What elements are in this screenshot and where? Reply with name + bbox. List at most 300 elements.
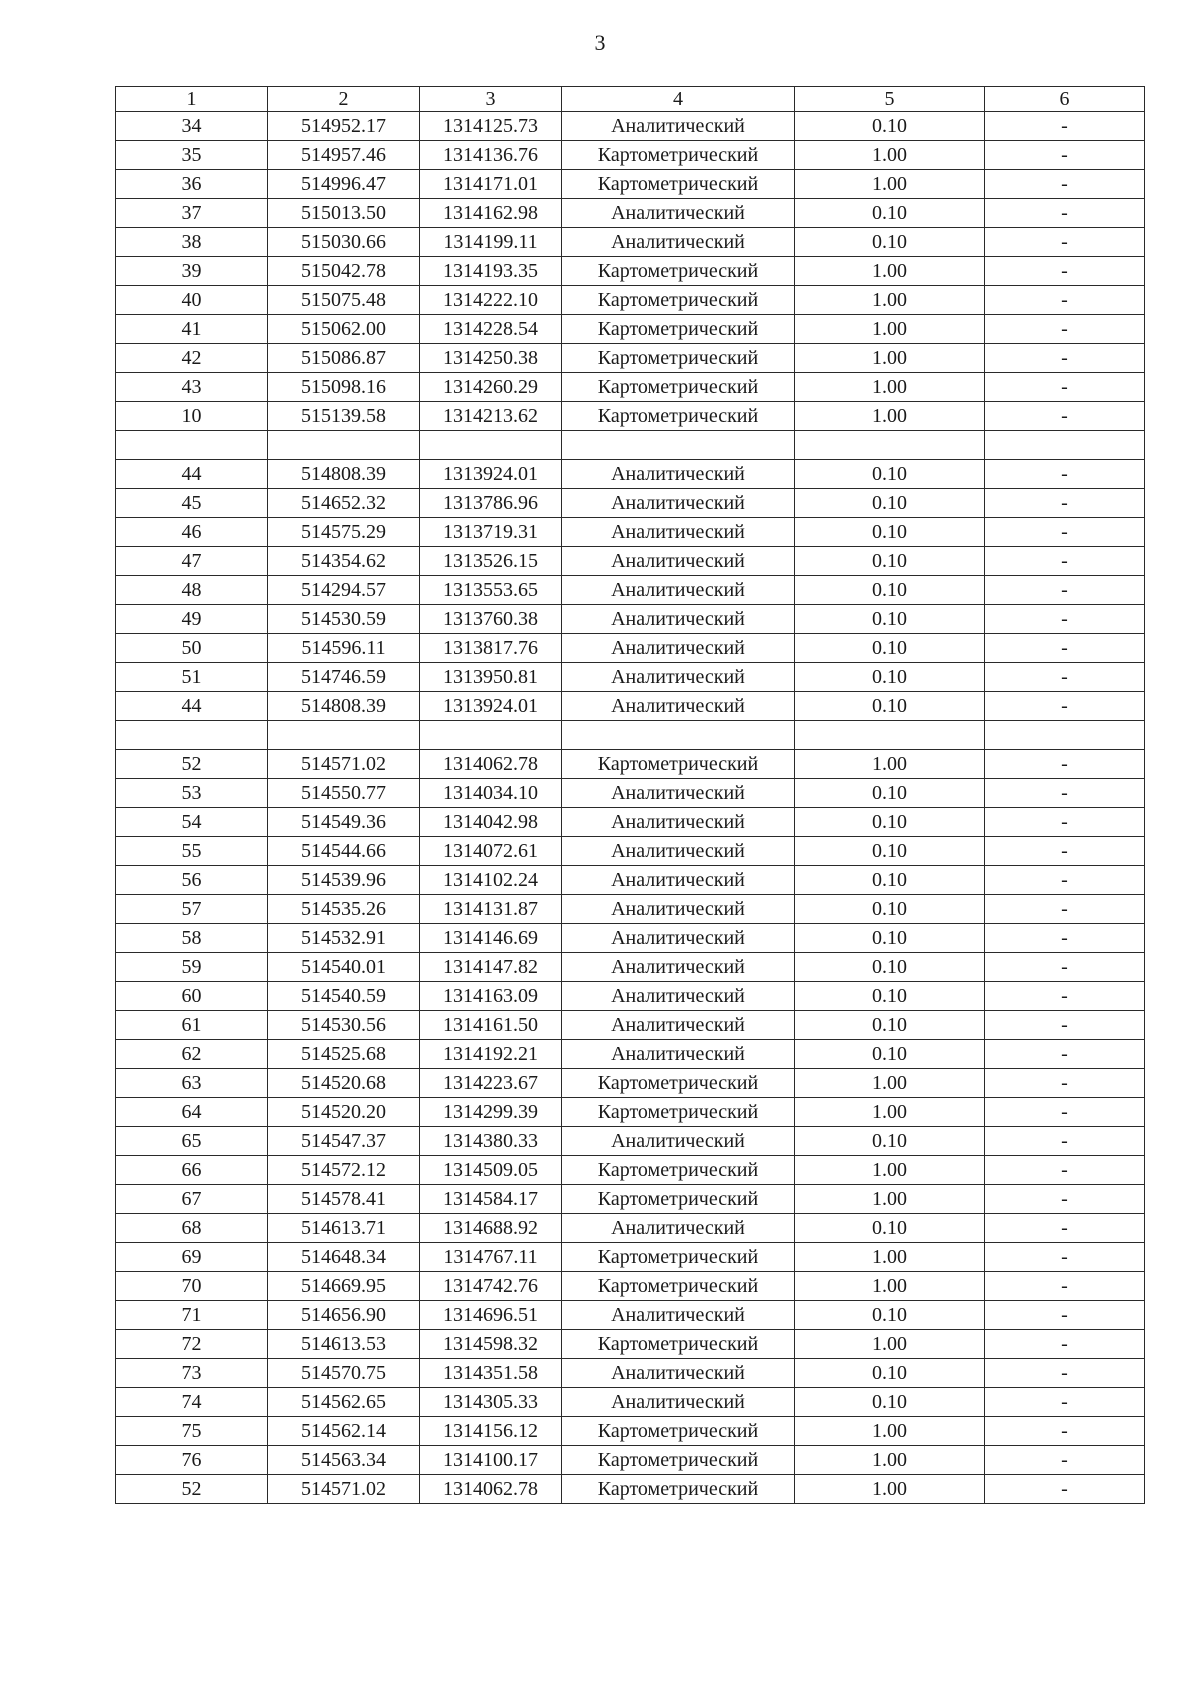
accuracy-cell: 1.00 xyxy=(795,1185,985,1214)
accuracy-cell xyxy=(795,721,985,750)
note-cell: - xyxy=(985,779,1145,808)
x-coordinate-cell: 514571.02 xyxy=(268,750,420,779)
note-cell: - xyxy=(985,1156,1145,1185)
accuracy-cell: 1.00 xyxy=(795,1272,985,1301)
x-coordinate-cell: 514571.02 xyxy=(268,1475,420,1504)
method-cell: Картометрический xyxy=(562,373,795,402)
note-cell: - xyxy=(985,518,1145,547)
note-cell: - xyxy=(985,663,1145,692)
method-cell: Аналитический xyxy=(562,808,795,837)
point-number-cell: 72 xyxy=(116,1330,268,1359)
y-coordinate-cell: 1314193.35 xyxy=(420,257,562,286)
note-cell: - xyxy=(985,1243,1145,1272)
table-body xyxy=(116,112,1145,1504)
table-row xyxy=(116,112,1145,141)
note-cell: - xyxy=(985,808,1145,837)
method-cell: Картометрический xyxy=(562,170,795,199)
x-coordinate-cell: 515139.58 xyxy=(268,402,420,431)
table-row xyxy=(116,953,1145,982)
y-coordinate-cell: 1314125.73 xyxy=(420,112,562,141)
accuracy-cell: 1.00 xyxy=(795,750,985,779)
point-number-cell: 52 xyxy=(116,750,268,779)
method-cell: Картометрический xyxy=(562,1330,795,1359)
x-coordinate-cell: 514808.39 xyxy=(268,460,420,489)
accuracy-cell: 0.10 xyxy=(795,982,985,1011)
y-coordinate-cell: 1314767.11 xyxy=(420,1243,562,1272)
point-number-cell: 63 xyxy=(116,1069,268,1098)
y-coordinate-cell: 1314147.82 xyxy=(420,953,562,982)
y-coordinate-cell: 1314192.21 xyxy=(420,1040,562,1069)
table-row xyxy=(116,1127,1145,1156)
y-coordinate-cell: 1314162.98 xyxy=(420,199,562,228)
table-row xyxy=(116,1243,1145,1272)
method-cell: Картометрический xyxy=(562,1272,795,1301)
method-cell: Аналитический xyxy=(562,895,795,924)
note-cell: - xyxy=(985,286,1145,315)
accuracy-cell: 0.10 xyxy=(795,228,985,257)
point-number-cell: 65 xyxy=(116,1127,268,1156)
column-header: 1 xyxy=(116,87,268,112)
method-cell: Аналитический xyxy=(562,112,795,141)
x-coordinate-cell: 515013.50 xyxy=(268,199,420,228)
point-number-cell: 60 xyxy=(116,982,268,1011)
column-header: 5 xyxy=(795,87,985,112)
column-header: 4 xyxy=(562,87,795,112)
note-cell: - xyxy=(985,1214,1145,1243)
y-coordinate-cell: 1314584.17 xyxy=(420,1185,562,1214)
method-cell: Аналитический xyxy=(562,576,795,605)
x-coordinate-cell: 515030.66 xyxy=(268,228,420,257)
table-row xyxy=(116,634,1145,663)
method-cell: Картометрический xyxy=(562,286,795,315)
point-number-cell: 76 xyxy=(116,1446,268,1475)
x-coordinate-cell: 514532.91 xyxy=(268,924,420,953)
note-cell: - xyxy=(985,953,1145,982)
method-cell: Аналитический xyxy=(562,460,795,489)
accuracy-cell: 0.10 xyxy=(795,1040,985,1069)
accuracy-cell: 0.10 xyxy=(795,924,985,953)
accuracy-cell: 1.00 xyxy=(795,402,985,431)
x-coordinate-cell: 515042.78 xyxy=(268,257,420,286)
accuracy-cell: 0.10 xyxy=(795,547,985,576)
y-coordinate-cell xyxy=(420,431,562,460)
x-coordinate-cell: 514530.56 xyxy=(268,1011,420,1040)
y-coordinate-cell: 1314161.50 xyxy=(420,1011,562,1040)
x-coordinate-cell: 514746.59 xyxy=(268,663,420,692)
accuracy-cell: 0.10 xyxy=(795,518,985,547)
method-cell: Картометрический xyxy=(562,141,795,170)
note-cell: - xyxy=(985,373,1145,402)
method-cell: Аналитический xyxy=(562,866,795,895)
y-coordinate-cell: 1314213.62 xyxy=(420,402,562,431)
note-cell: - xyxy=(985,634,1145,663)
point-number-cell: 45 xyxy=(116,489,268,518)
method-cell: Картометрический xyxy=(562,1417,795,1446)
note-cell: - xyxy=(985,895,1145,924)
y-coordinate-cell: 1313719.31 xyxy=(420,518,562,547)
point-number-cell: 34 xyxy=(116,112,268,141)
accuracy-cell: 1.00 xyxy=(795,1098,985,1127)
point-number-cell: 64 xyxy=(116,1098,268,1127)
y-coordinate-cell: 1313950.81 xyxy=(420,663,562,692)
method-cell: Аналитический xyxy=(562,779,795,808)
accuracy-cell: 1.00 xyxy=(795,1475,985,1504)
point-number-cell: 35 xyxy=(116,141,268,170)
note-cell: - xyxy=(985,1417,1145,1446)
y-coordinate-cell: 1314156.12 xyxy=(420,1417,562,1446)
x-coordinate-cell: 514952.17 xyxy=(268,112,420,141)
note-cell: - xyxy=(985,199,1145,228)
table-row xyxy=(116,576,1145,605)
method-cell xyxy=(562,431,795,460)
method-cell: Аналитический xyxy=(562,199,795,228)
point-number-cell: 53 xyxy=(116,779,268,808)
y-coordinate-cell: 1314062.78 xyxy=(420,750,562,779)
table-row xyxy=(116,605,1145,634)
note-cell: - xyxy=(985,315,1145,344)
note-cell: - xyxy=(985,1301,1145,1330)
table-row xyxy=(116,1185,1145,1214)
accuracy-cell: 1.00 xyxy=(795,1330,985,1359)
x-coordinate-cell: 514535.26 xyxy=(268,895,420,924)
y-coordinate-cell: 1313786.96 xyxy=(420,489,562,518)
y-coordinate-cell: 1314260.29 xyxy=(420,373,562,402)
note-cell: - xyxy=(985,837,1145,866)
point-number-cell: 44 xyxy=(116,460,268,489)
x-coordinate-cell xyxy=(268,721,420,750)
table-row xyxy=(116,692,1145,721)
point-number-cell: 57 xyxy=(116,895,268,924)
method-cell: Картометрический xyxy=(562,344,795,373)
accuracy-cell: 1.00 xyxy=(795,141,985,170)
note-cell: - xyxy=(985,1446,1145,1475)
y-coordinate-cell: 1314509.05 xyxy=(420,1156,562,1185)
x-coordinate-cell: 514957.46 xyxy=(268,141,420,170)
table-row xyxy=(116,1040,1145,1069)
y-coordinate-cell: 1313817.76 xyxy=(420,634,562,663)
note-cell: - xyxy=(985,1040,1145,1069)
y-coordinate-cell: 1314136.76 xyxy=(420,141,562,170)
accuracy-cell: 0.10 xyxy=(795,199,985,228)
note-cell: - xyxy=(985,344,1145,373)
table-row xyxy=(116,547,1145,576)
point-number-cell: 74 xyxy=(116,1388,268,1417)
table-header-row xyxy=(116,87,1145,112)
x-coordinate-cell: 514525.68 xyxy=(268,1040,420,1069)
note-cell: - xyxy=(985,402,1145,431)
x-coordinate-cell: 514530.59 xyxy=(268,605,420,634)
table-row xyxy=(116,1069,1145,1098)
y-coordinate-cell: 1314042.98 xyxy=(420,808,562,837)
x-coordinate-cell: 514520.68 xyxy=(268,1069,420,1098)
table-row xyxy=(116,199,1145,228)
method-cell: Картометрический xyxy=(562,315,795,344)
accuracy-cell: 1.00 xyxy=(795,1156,985,1185)
table-row xyxy=(116,1301,1145,1330)
table-row xyxy=(116,228,1145,257)
method-cell: Аналитический xyxy=(562,953,795,982)
table-spacer-row xyxy=(116,721,1145,750)
point-number-cell: 49 xyxy=(116,605,268,634)
accuracy-cell: 0.10 xyxy=(795,1214,985,1243)
table-row xyxy=(116,1330,1145,1359)
point-number-cell: 52 xyxy=(116,1475,268,1504)
point-number-cell: 47 xyxy=(116,547,268,576)
method-cell: Аналитический xyxy=(562,982,795,1011)
y-coordinate-cell: 1313526.15 xyxy=(420,547,562,576)
method-cell: Картометрический xyxy=(562,1185,795,1214)
table-row xyxy=(116,373,1145,402)
y-coordinate-cell: 1313553.65 xyxy=(420,576,562,605)
note-cell: - xyxy=(985,924,1145,953)
point-number-cell: 39 xyxy=(116,257,268,286)
column-header: 3 xyxy=(420,87,562,112)
x-coordinate-cell: 514613.53 xyxy=(268,1330,420,1359)
point-number-cell: 50 xyxy=(116,634,268,663)
note-cell: - xyxy=(985,489,1145,518)
accuracy-cell: 0.10 xyxy=(795,1359,985,1388)
accuracy-cell: 0.10 xyxy=(795,953,985,982)
method-cell: Аналитический xyxy=(562,228,795,257)
accuracy-cell: 1.00 xyxy=(795,1243,985,1272)
table-row xyxy=(116,1272,1145,1301)
method-cell: Аналитический xyxy=(562,1127,795,1156)
note-cell: - xyxy=(985,1011,1145,1040)
table-row xyxy=(116,837,1145,866)
accuracy-cell: 0.10 xyxy=(795,663,985,692)
method-cell: Картометрический xyxy=(562,1156,795,1185)
method-cell: Аналитический xyxy=(562,547,795,576)
note-cell: - xyxy=(985,228,1145,257)
method-cell: Аналитический xyxy=(562,1388,795,1417)
note-cell: - xyxy=(985,982,1145,1011)
y-coordinate-cell: 1313760.38 xyxy=(420,605,562,634)
table-row xyxy=(116,286,1145,315)
point-number-cell: 71 xyxy=(116,1301,268,1330)
point-number-cell: 37 xyxy=(116,199,268,228)
note-cell: - xyxy=(985,1359,1145,1388)
x-coordinate-cell: 515075.48 xyxy=(268,286,420,315)
y-coordinate-cell: 1314742.76 xyxy=(420,1272,562,1301)
table-row xyxy=(116,170,1145,199)
point-number-cell: 54 xyxy=(116,808,268,837)
note-cell: - xyxy=(985,112,1145,141)
accuracy-cell: 0.10 xyxy=(795,112,985,141)
table-row xyxy=(116,750,1145,779)
y-coordinate-cell: 1314250.38 xyxy=(420,344,562,373)
table-row xyxy=(116,663,1145,692)
point-number-cell: 69 xyxy=(116,1243,268,1272)
method-cell: Аналитический xyxy=(562,1214,795,1243)
point-number-cell: 38 xyxy=(116,228,268,257)
table-row xyxy=(116,1359,1145,1388)
point-number-cell: 43 xyxy=(116,373,268,402)
x-coordinate-cell: 514562.14 xyxy=(268,1417,420,1446)
x-coordinate-cell: 515062.00 xyxy=(268,315,420,344)
x-coordinate-cell: 514596.11 xyxy=(268,634,420,663)
x-coordinate-cell: 514550.77 xyxy=(268,779,420,808)
method-cell: Аналитический xyxy=(562,1301,795,1330)
column-header: 2 xyxy=(268,87,420,112)
note-cell: - xyxy=(985,1272,1145,1301)
point-number-cell: 59 xyxy=(116,953,268,982)
accuracy-cell: 0.10 xyxy=(795,1388,985,1417)
table-row xyxy=(116,779,1145,808)
accuracy-cell: 1.00 xyxy=(795,1446,985,1475)
note-cell: - xyxy=(985,692,1145,721)
table-row xyxy=(116,924,1145,953)
note-cell: - xyxy=(985,1475,1145,1504)
table-row xyxy=(116,402,1145,431)
x-coordinate-cell: 514562.65 xyxy=(268,1388,420,1417)
y-coordinate-cell: 1314696.51 xyxy=(420,1301,562,1330)
point-number-cell: 46 xyxy=(116,518,268,547)
y-coordinate-cell xyxy=(420,721,562,750)
point-number-cell: 44 xyxy=(116,692,268,721)
point-number-cell: 36 xyxy=(116,170,268,199)
method-cell: Аналитический xyxy=(562,663,795,692)
x-coordinate-cell: 515086.87 xyxy=(268,344,420,373)
coordinates-table xyxy=(115,86,1145,1504)
accuracy-cell: 0.10 xyxy=(795,1127,985,1156)
table-row xyxy=(116,1011,1145,1040)
y-coordinate-cell: 1314131.87 xyxy=(420,895,562,924)
x-coordinate-cell: 514652.32 xyxy=(268,489,420,518)
accuracy-cell: 1.00 xyxy=(795,344,985,373)
y-coordinate-cell: 1314380.33 xyxy=(420,1127,562,1156)
y-coordinate-cell: 1314228.54 xyxy=(420,315,562,344)
y-coordinate-cell: 1314146.69 xyxy=(420,924,562,953)
note-cell: - xyxy=(985,605,1145,634)
accuracy-cell: 0.10 xyxy=(795,634,985,663)
table-row xyxy=(116,866,1145,895)
table-row xyxy=(116,518,1145,547)
accuracy-cell: 0.10 xyxy=(795,837,985,866)
method-cell: Картометрический xyxy=(562,1098,795,1127)
note-cell: - xyxy=(985,1127,1145,1156)
x-coordinate-cell: 514294.57 xyxy=(268,576,420,605)
x-coordinate-cell: 514648.34 xyxy=(268,1243,420,1272)
method-cell: Картометрический xyxy=(562,1446,795,1475)
point-number-cell: 41 xyxy=(116,315,268,344)
y-coordinate-cell: 1313924.01 xyxy=(420,460,562,489)
y-coordinate-cell: 1314062.78 xyxy=(420,1475,562,1504)
method-cell: Аналитический xyxy=(562,634,795,663)
method-cell: Картометрический xyxy=(562,750,795,779)
accuracy-cell: 1.00 xyxy=(795,286,985,315)
x-coordinate-cell: 514539.96 xyxy=(268,866,420,895)
y-coordinate-cell: 1314222.10 xyxy=(420,286,562,315)
table-row xyxy=(116,489,1145,518)
y-coordinate-cell: 1314163.09 xyxy=(420,982,562,1011)
method-cell: Аналитический xyxy=(562,489,795,518)
table-row xyxy=(116,1214,1145,1243)
note-cell: - xyxy=(985,750,1145,779)
point-number-cell: 68 xyxy=(116,1214,268,1243)
x-coordinate-cell: 514656.90 xyxy=(268,1301,420,1330)
table-row xyxy=(116,1098,1145,1127)
x-coordinate-cell: 514520.20 xyxy=(268,1098,420,1127)
accuracy-cell: 1.00 xyxy=(795,257,985,286)
method-cell: Картометрический xyxy=(562,402,795,431)
y-coordinate-cell: 1314072.61 xyxy=(420,837,562,866)
table-row xyxy=(116,315,1145,344)
accuracy-cell: 0.10 xyxy=(795,808,985,837)
x-coordinate-cell: 515098.16 xyxy=(268,373,420,402)
x-coordinate-cell: 514572.12 xyxy=(268,1156,420,1185)
x-coordinate-cell: 514996.47 xyxy=(268,170,420,199)
point-number-cell: 42 xyxy=(116,344,268,373)
method-cell: Аналитический xyxy=(562,692,795,721)
point-number-cell: 55 xyxy=(116,837,268,866)
method-cell: Аналитический xyxy=(562,1359,795,1388)
accuracy-cell: 1.00 xyxy=(795,1417,985,1446)
method-cell: Картометрический xyxy=(562,1243,795,1272)
accuracy-cell xyxy=(795,431,985,460)
x-coordinate-cell: 514354.62 xyxy=(268,547,420,576)
method-cell: Аналитический xyxy=(562,605,795,634)
y-coordinate-cell: 1314034.10 xyxy=(420,779,562,808)
table-row xyxy=(116,344,1145,373)
method-cell: Аналитический xyxy=(562,1011,795,1040)
accuracy-cell: 1.00 xyxy=(795,315,985,344)
y-coordinate-cell: 1314102.24 xyxy=(420,866,562,895)
note-cell: - xyxy=(985,547,1145,576)
point-number-cell: 10 xyxy=(116,402,268,431)
method-cell: Картометрический xyxy=(562,1475,795,1504)
table-row xyxy=(116,895,1145,924)
x-coordinate-cell: 514544.66 xyxy=(268,837,420,866)
table-row xyxy=(116,1446,1145,1475)
x-coordinate-cell: 514540.01 xyxy=(268,953,420,982)
accuracy-cell: 0.10 xyxy=(795,1011,985,1040)
x-coordinate-cell: 514547.37 xyxy=(268,1127,420,1156)
table-row xyxy=(116,257,1145,286)
accuracy-cell: 1.00 xyxy=(795,170,985,199)
point-number-cell: 56 xyxy=(116,866,268,895)
x-coordinate-cell: 514575.29 xyxy=(268,518,420,547)
x-coordinate-cell: 514808.39 xyxy=(268,692,420,721)
method-cell: Аналитический xyxy=(562,837,795,866)
table-spacer-row xyxy=(116,431,1145,460)
note-cell: - xyxy=(985,576,1145,605)
point-number-cell: 66 xyxy=(116,1156,268,1185)
note-cell xyxy=(985,721,1145,750)
table-row xyxy=(116,1417,1145,1446)
x-coordinate-cell: 514570.75 xyxy=(268,1359,420,1388)
x-coordinate-cell: 514563.34 xyxy=(268,1446,420,1475)
y-coordinate-cell: 1314351.58 xyxy=(420,1359,562,1388)
x-coordinate-cell: 514613.71 xyxy=(268,1214,420,1243)
accuracy-cell: 0.10 xyxy=(795,576,985,605)
point-number-cell: 70 xyxy=(116,1272,268,1301)
table-row xyxy=(116,141,1145,170)
accuracy-cell: 0.10 xyxy=(795,779,985,808)
x-coordinate-cell: 514669.95 xyxy=(268,1272,420,1301)
method-cell xyxy=(562,721,795,750)
y-coordinate-cell: 1314299.39 xyxy=(420,1098,562,1127)
note-cell: - xyxy=(985,141,1145,170)
point-number-cell: 48 xyxy=(116,576,268,605)
table-row xyxy=(116,1388,1145,1417)
note-cell: - xyxy=(985,866,1145,895)
y-coordinate-cell: 1314223.67 xyxy=(420,1069,562,1098)
point-number-cell: 51 xyxy=(116,663,268,692)
accuracy-cell: 0.10 xyxy=(795,1301,985,1330)
y-coordinate-cell: 1314100.17 xyxy=(420,1446,562,1475)
note-cell: - xyxy=(985,1388,1145,1417)
method-cell: Аналитический xyxy=(562,1040,795,1069)
